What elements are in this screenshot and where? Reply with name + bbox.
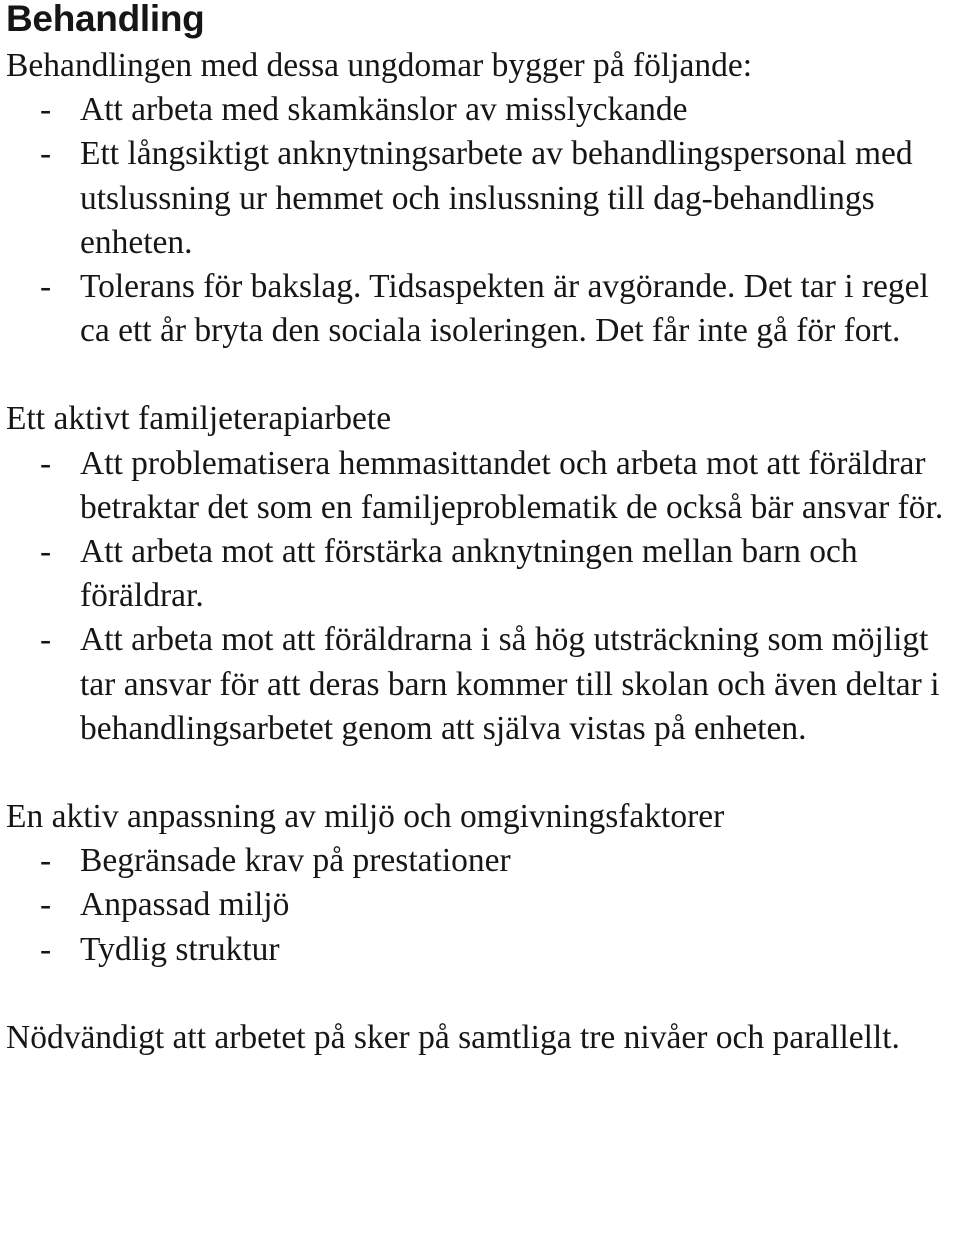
list-item xyxy=(6,928,958,972)
section-behandling xyxy=(6,44,958,353)
section-familjeterapi xyxy=(6,397,958,751)
list-item-text: Tolerans för bakslag. Tidsaspekten är avgörande. Det tar i regel ca ett år bryta den sociala isoleringen. Det får inte gå för fort. xyxy=(80,268,929,350)
dash-bullet: - xyxy=(40,91,52,129)
list-item xyxy=(6,132,958,265)
section-intro: Ett aktivt familjeterapiarbete xyxy=(6,400,392,438)
list-item xyxy=(6,618,958,751)
list-item-text: Begränsade krav på prestationer xyxy=(80,842,511,880)
bullet-list xyxy=(6,839,958,972)
page-title: Behandling xyxy=(6,0,205,39)
list-item-text: Anpassad miljö xyxy=(80,886,290,924)
section-intro: Behandlingen med dessa ungdomar bygger på följande: xyxy=(6,47,753,84)
list-item-text: Att problematisera hemmasittandet och arbeta mot att föräldrar betraktar det som en familjeproblematik de också bär ansvar för. xyxy=(80,444,944,526)
list-item xyxy=(6,530,958,618)
spacer xyxy=(6,353,958,397)
section-intro: En aktiv anpassning av miljö och omgivningsfaktorer xyxy=(6,798,725,836)
list-item-text: Att arbeta mot att föräldrarna i så hög utsträckning som möjligt tar ansvar för att deras barn kommer till skolan och även deltar i behandlingsarbetet genom att själva vistas på enheten. xyxy=(80,621,940,747)
bullet-list xyxy=(6,88,958,353)
bullet-list xyxy=(6,442,958,751)
list-item-text: Ett långsiktigt anknytningsarbete av behandlingspersonal med utslussning ur hemmet och inslussning till dag-behandlings enheten. xyxy=(80,135,913,261)
list-item-text: Tydlig struktur xyxy=(80,930,280,968)
dash-bullet: - xyxy=(40,930,52,968)
dash-bullet: - xyxy=(40,444,52,482)
spacer xyxy=(6,751,958,795)
list-item xyxy=(6,839,958,883)
dash-bullet: - xyxy=(40,268,52,306)
list-item xyxy=(6,88,958,132)
dash-bullet: - xyxy=(40,135,52,173)
dash-bullet: - xyxy=(40,621,52,659)
list-item xyxy=(6,442,958,530)
conclusion-text: Nödvändigt att arbetet på sker på samtliga tre nivåer och parallellt. xyxy=(6,1018,900,1056)
document xyxy=(6,0,958,1060)
section-miljo xyxy=(6,795,958,972)
dash-bullet: - xyxy=(40,886,52,924)
dash-bullet: - xyxy=(40,842,52,880)
list-item-text: Att arbeta mot att förstärka anknytningen mellan barn och föräldrar. xyxy=(80,533,858,615)
dash-bullet: - xyxy=(40,533,52,571)
list-item-text: Att arbeta med skamkänslor av misslyckande xyxy=(80,91,688,129)
list-item xyxy=(6,883,958,927)
list-item xyxy=(6,265,958,353)
spacer xyxy=(6,972,958,1016)
